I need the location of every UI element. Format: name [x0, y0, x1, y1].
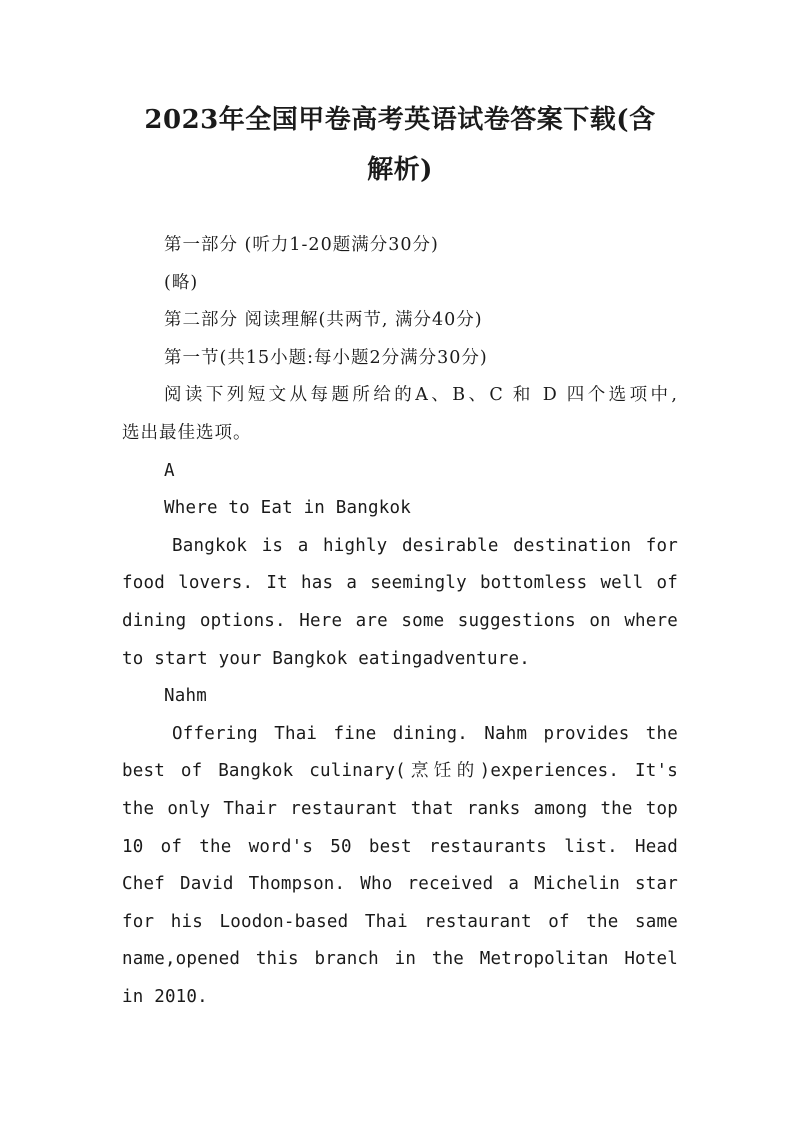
instruction-line-2: 选出最佳选项。	[122, 422, 252, 443]
passage-label: A	[164, 460, 175, 481]
paragraph-line: best of Bangkok culinary(烹饪的)experiences. It's	[122, 761, 678, 782]
paragraph-line: name,opened this branch in the Metropolitan Hotel	[122, 949, 678, 970]
instruction-line-1: 阅读下列短文从每题所给的A、B、C 和 D 四个选项中,	[164, 385, 678, 406]
section-subsection-one: 第一节(共15小题:每小题2分满分30分)	[164, 347, 488, 368]
document-title	[110, 95, 690, 195]
paragraph-line: to start your Bangkok eatingadventure.	[122, 648, 530, 669]
passage-title: Where to Eat in Bangkok	[164, 498, 411, 519]
document-body	[122, 227, 678, 1016]
section-part-two: 第二部分 阅读理解(共两节, 满分40分)	[164, 310, 483, 331]
paragraph-line: Offering Thai fine dining. Nahm provides the	[172, 723, 678, 744]
title-line-1: 2023年全国甲卷高考英语试卷答案下载(含	[144, 105, 656, 135]
section-part-one: 第一部分 (听力1-20题满分30分)	[164, 235, 439, 255]
paragraph-line: 10 of the word's 50 best restaurants list. Head	[122, 836, 678, 857]
paragraph-line: dining options. Here are some suggestions on where	[122, 610, 678, 631]
paragraph-line: for his Loodon-based Thai restaurant of the same	[122, 911, 678, 932]
title-line-2: 解析)	[367, 155, 433, 185]
paragraph-line: Bangkok is a highly desirable destination for	[172, 535, 678, 556]
paragraph-line: Chef David Thompson. Who received a Michelin star	[122, 874, 678, 895]
restaurant-name: Nahm	[164, 686, 207, 707]
section-omitted: (略)	[164, 272, 199, 293]
paragraph-line: the only Thair restaurant that ranks among the top	[122, 798, 678, 819]
paragraph-line: food lovers. It has a seemingly bottomless well of	[122, 573, 678, 594]
paragraph-line: in 2010.	[122, 986, 208, 1007]
